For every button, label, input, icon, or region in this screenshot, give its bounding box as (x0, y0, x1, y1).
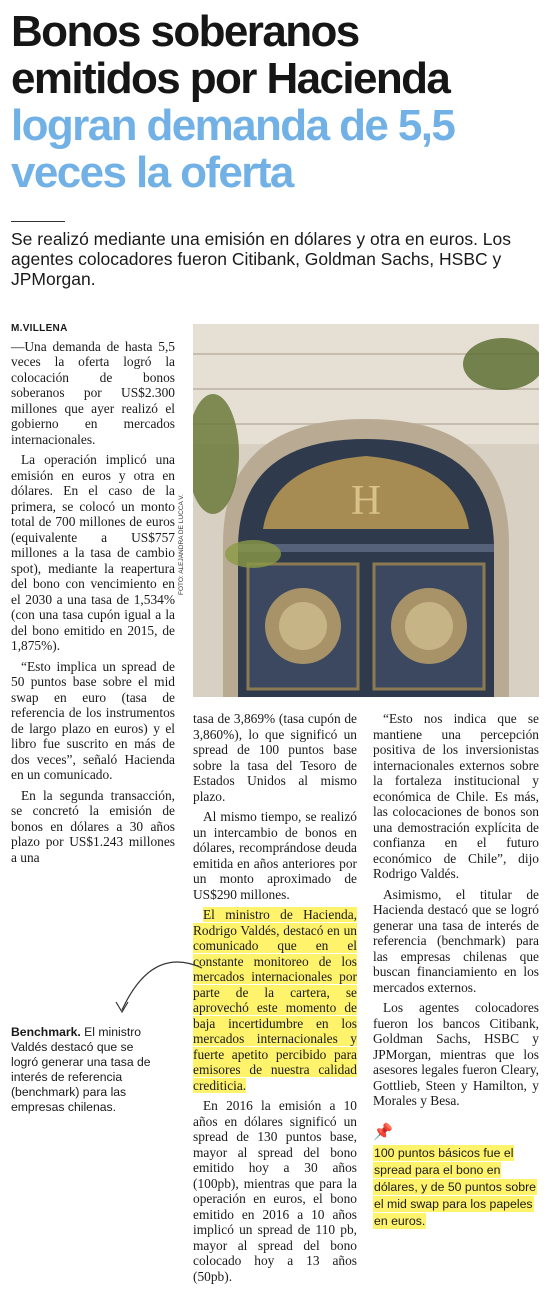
callout-term: Benchmark. (11, 1025, 81, 1039)
highlight: El ministro de Hacienda, Rodrigo Valdés, destacó en un comunicado que en el constante monitoreo de los mercados internacionales por parte de la cartera, se aprovechó este momento de baja incertidumbre en los mercados internacionales y fuerte apetito percibido para emisores de nuestra calidad crediticia. (193, 907, 357, 1093)
paragraph: “Esto implica un spread de 50 puntos base sobre el mid swap en euro (tasa de referencia de los instrumentos de largo plazo en euros) y el libro fue suscrito en más de dos veces”, señaló Hacienda en un comunicado. (11, 658, 175, 782)
headline-line-3: logran demanda de 5,5 (11, 101, 455, 150)
deck-subtitle: Se realizó mediante una emisión en dólares y otra en euros. Los agentes colocadores fueron Citibank, Goldman Sachs, HSBC y JPMorgan. (11, 229, 512, 289)
paragraph: —Una demanda de hasta 5,5 veces la oferta logró la colocación de bonos soberanos por US$2.300 millones que ayer realizó el gobierno en mercados internacionales. (11, 338, 175, 447)
paragraph: “Esto nos indica que se mantiene una percepción positiva de los inversionistas internacionales externos sobre la fortaleza institucional y económica de Chile. Es más, las colocaciones de bonos son una demostración explícita de confianza en el futuro económico de Chile”, dijo Rodrigo Valdés. (373, 711, 539, 881)
paragraph: En la segunda transacción, se concretó la emisión de bonos en dólares a 30 años plazo por US$1.243 millones a una (11, 787, 175, 865)
headline (11, 8, 547, 196)
photo-credit: FOTO: ALEJANDRA DE LUCCA V. (178, 494, 185, 595)
paragraph: Al mismo tiempo, se realizó un intercambio de bonos en dólares, recomprándose deuda emitida en años anteriores por un monto aproximado de US$290 millones. (193, 809, 357, 902)
article-column-2 (193, 711, 357, 1289)
benchmark-callout (11, 1025, 151, 1115)
headline-divider (11, 221, 65, 222)
pushpin-icon: 📌 (373, 1124, 393, 1141)
paragraph: tasa de 3,869% (tasa cupón de 3,860%), lo que significó un spread de 100 puntos base sobre la tasa del Tesoro de Estados Unidos al mismo plazo. (193, 711, 357, 804)
paragraph: Asimismo, el titular de Hacienda destacó que se logró generar una tasa de interés de referencia (benchmark) para las empresas chilenas que buscan financiamiento en los mercados externos. (373, 886, 539, 995)
stat-note-text: 100 puntos básicos fue el spread para el bono en dólares, y de 50 puntos sobre el mid swap para los papeles en euros. (374, 1146, 537, 1228)
highlighted-paragraph (193, 907, 357, 1093)
headline-line-4: veces la oferta (11, 148, 293, 197)
stat-note (373, 1145, 538, 1230)
callout-text: El ministro Valdés destacó que se logró generar una tasa de interés de referencia (benchmark) para las empresas chilenas. (11, 1025, 151, 1114)
article-column-1 (11, 321, 175, 870)
paragraph: Los agentes colocadores fueron los bancos Citibank, Goldman Sachs, HSBC y JPMorgan, mientras que los asesores legales fueron Cleary, Gottlieb, Steen y Hamilton, y Morales y Besa. (373, 1000, 539, 1108)
article-column-3 (373, 711, 539, 1114)
headline-line-1: Bonos soberanos (11, 7, 359, 56)
paragraph: En 2016 la emisión a 10 años en dólares significó un spread de 130 puntos base, mayor al spread del bono emitido hoy a 30 años (100pb), mientras que para la operación en euros, el bono emitido en 2016 a 10 años implicó un spread de 110 pb, mayor al spread del bono colocado hoy a 13 años (50pb). (193, 1098, 357, 1284)
building-door-photo (193, 324, 539, 697)
svg-text:H: H (350, 478, 382, 524)
callout-arrow-icon (112, 950, 212, 1020)
paragraph: La operación implicó una emisión en euros y otra en dólares. En el caso de la primera, se colocó un monto total de 700 millones de euros (equivalente a US$757 millones a la tasa de cambio spot), mediante la reapertura del bono con vencimiento en el 2030 a una tasa de 1,534% (con una tasa cupón igual a la del bono emitido en 2015, de 1,875%). (11, 452, 175, 653)
byline: M.VILLENA (11, 323, 68, 334)
door-illustration (193, 324, 539, 697)
headline-line-2: emitidos por Hacienda (11, 54, 450, 103)
